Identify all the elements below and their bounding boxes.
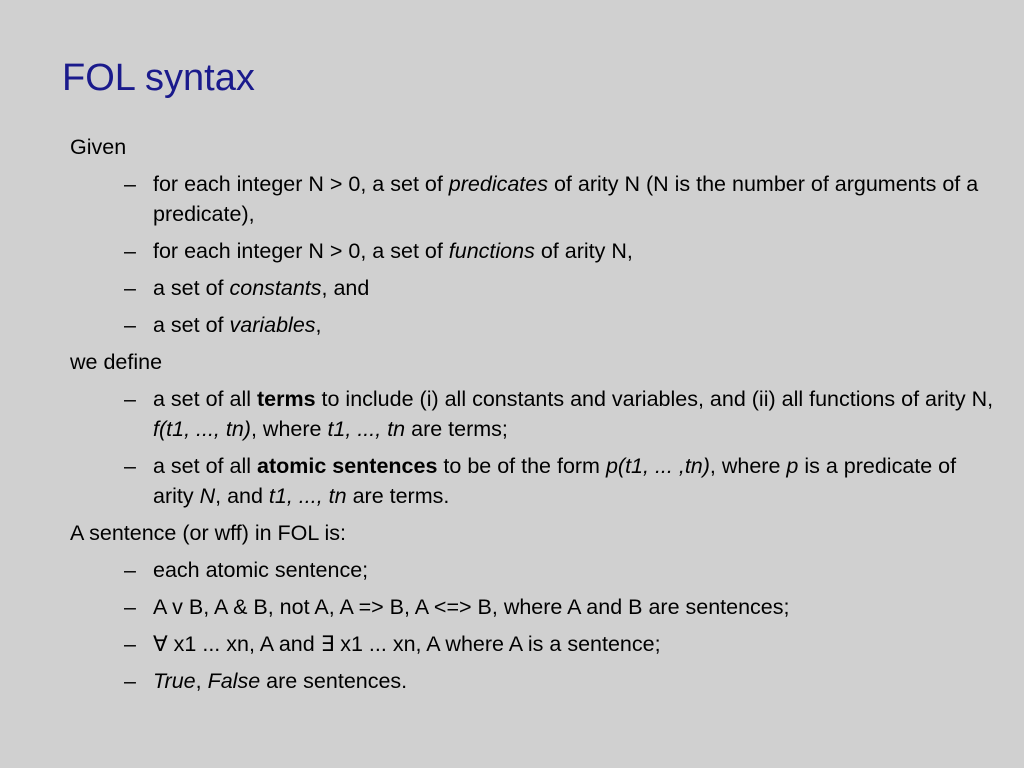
bullet-item [70, 169, 1000, 229]
dash-bullet-icon: – [124, 387, 136, 411]
italic-run: True [153, 669, 196, 693]
bullet-text [153, 169, 1000, 229]
text-run: of arity N, [534, 239, 633, 263]
bullet-text [153, 236, 1000, 266]
bold-run: terms [256, 387, 316, 411]
bullet-item [70, 236, 1000, 266]
text-run: , [195, 669, 208, 693]
dash-bullet-icon: – [124, 669, 136, 693]
bullet-item [70, 555, 1000, 585]
italic-run: False [207, 669, 261, 693]
slide-title: FOL syntax [62, 57, 255, 99]
bullet-item [70, 310, 1000, 340]
italic-run: constants [229, 276, 322, 300]
bullet-text [153, 555, 1000, 585]
text-run: a set of [153, 276, 230, 300]
italic-run: functions [448, 239, 535, 263]
section-heading: we define [70, 350, 163, 374]
dash-bullet-icon: – [124, 239, 136, 263]
italic-run: variables [229, 313, 316, 337]
text-run: for each integer N > 0, a set of [153, 239, 449, 263]
dash-bullet-icon: – [124, 595, 136, 619]
bullet-text [153, 592, 1000, 622]
bullet-item [70, 384, 1000, 444]
text-run: are terms. [346, 484, 450, 508]
dash-bullet-icon: – [124, 558, 136, 582]
italic-run: N [199, 484, 216, 508]
bullet-item [70, 629, 1000, 659]
dash-bullet-icon: – [124, 632, 136, 656]
bullet-item [70, 273, 1000, 303]
italic-run: predicates [448, 172, 548, 196]
dash-bullet-icon: – [124, 454, 136, 478]
section-heading: A sentence (or wff) in FOL is: [70, 521, 347, 545]
bullet-text [153, 451, 1000, 511]
text-run: , [315, 313, 322, 337]
dash-bullet-icon: – [124, 313, 136, 337]
text-run: to include (i) all constants and variables, and (ii) all functions of arity N, [315, 387, 994, 411]
italic-run: p(t1, ... ,tn) [605, 454, 710, 478]
bullet-item [70, 666, 1000, 696]
italic-run: f(t1, ..., tn) [153, 417, 251, 441]
text-run: a set of all [153, 387, 257, 411]
italic-run: t1, ..., tn [268, 484, 347, 508]
bullet-text [153, 384, 1000, 444]
text-run: , where [709, 454, 787, 478]
text-run: , and [215, 484, 269, 508]
text-run: of arity N (N is the number of arguments of a predicate), [153, 172, 979, 226]
text-run: , where [250, 417, 328, 441]
slide-body [70, 132, 1000, 703]
bullet-text [153, 273, 1000, 303]
text-run: ∀ x1 ... xn, A and ∃ x1 ... xn, A where A is a sentence; [153, 632, 661, 656]
text-run: a set of all [153, 454, 257, 478]
text-run: A v B, A & B, not A, A => B, A <=> B, where A and B are sentences; [153, 595, 790, 619]
section-heading: Given [70, 135, 127, 159]
text-run: each atomic sentence; [153, 558, 369, 582]
dash-bullet-icon: – [124, 276, 136, 300]
italic-run: t1, ..., tn [327, 417, 406, 441]
bullet-text [153, 666, 1000, 696]
text-run: , and [321, 276, 370, 300]
text-run: are sentences. [260, 669, 408, 693]
bullet-item [70, 592, 1000, 622]
bullet-text [153, 310, 1000, 340]
bold-run: atomic sentences [256, 454, 438, 478]
text-run: to be of the form [437, 454, 606, 478]
italic-run: p [786, 454, 799, 478]
dash-bullet-icon: – [124, 172, 136, 196]
text-run: for each integer N > 0, a set of [153, 172, 449, 196]
bullet-text [153, 629, 1000, 659]
text-run: a set of [153, 313, 230, 337]
text-run: are terms; [405, 417, 508, 441]
bullet-item [70, 451, 1000, 511]
text-run: is a predicate of arity [153, 454, 957, 508]
